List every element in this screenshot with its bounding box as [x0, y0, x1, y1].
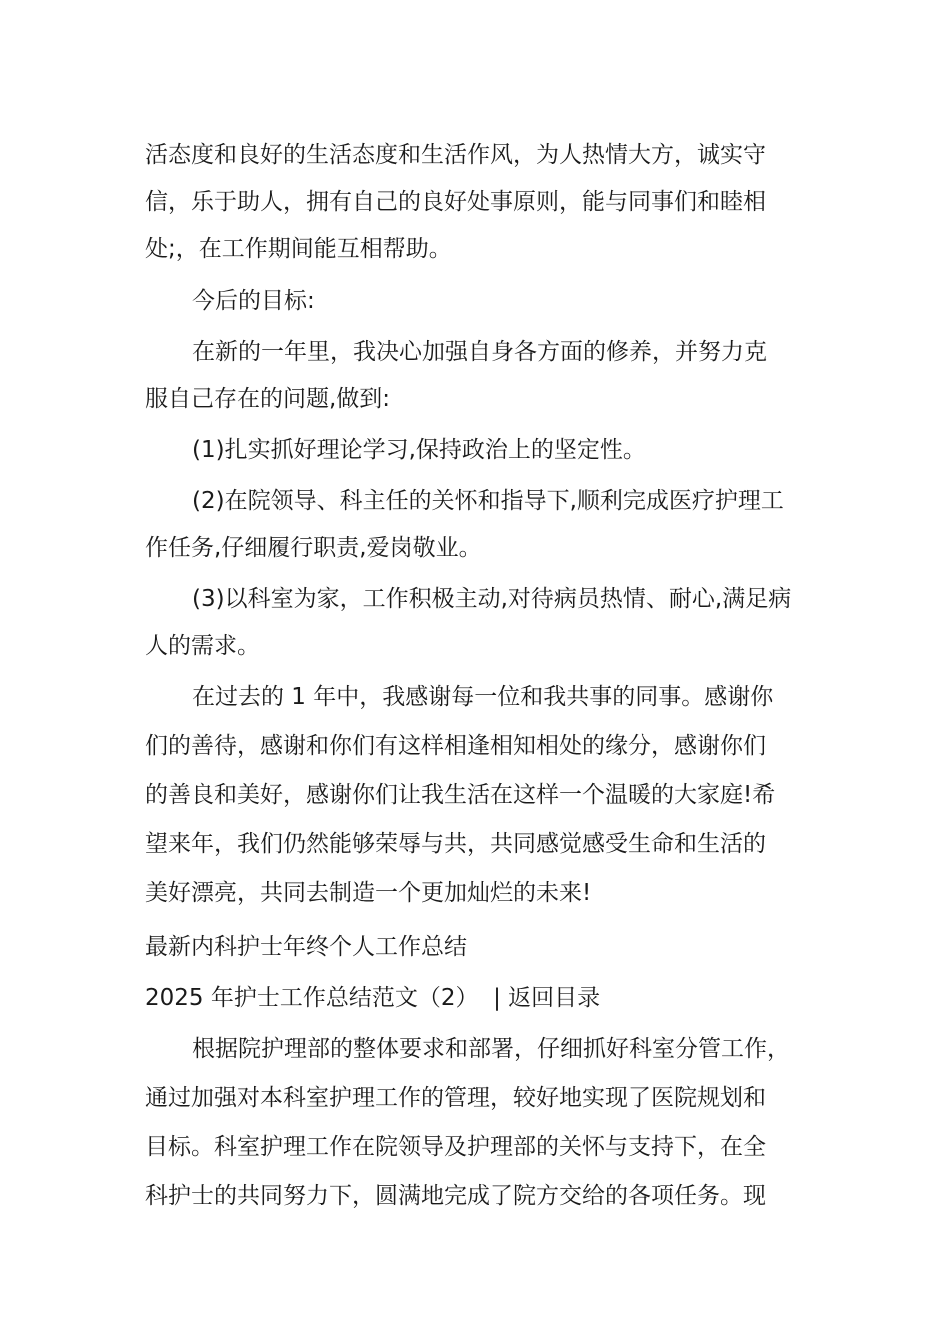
paragraph-line: (3)以科室为家，工作积极主动,对待病员热情、耐心,满足病	[192, 586, 792, 612]
paragraph-line: 在过去的 1 年中，我感谢每一位和我共事的同事。感谢你	[192, 684, 774, 710]
section-link[interactable]: 最新内科护士年终个人工作总结	[145, 934, 467, 960]
return-to-toc-link[interactable]: | 返回目录	[493, 985, 601, 1011]
paragraph-line: 今后的目标:	[192, 288, 315, 314]
paragraph-line: 目标。科室护理工作在院领导及护理部的关怀与支持下，在全	[145, 1134, 766, 1160]
paragraph-line: 活态度和良好的生活态度和生活作风，为人热情大方，诚实守	[145, 142, 766, 168]
paragraph-line: (2)在院领导、科主任的关怀和指导下,顺利完成医疗护理工	[192, 488, 784, 514]
paragraph-line: 美好漂亮，共同去制造一个更加灿烂的未来!	[145, 880, 592, 906]
paragraph-line: 在新的一年里，我决心加强自身各方面的修养，并努力克	[192, 339, 767, 365]
paragraph-line: 处;，在工作期间能互相帮助。	[145, 236, 452, 262]
paragraph-line: 服自己存在的问题,做到:	[145, 386, 391, 412]
paragraph-line: 人的需求。	[145, 633, 260, 659]
section-heading	[145, 983, 600, 1013]
heading-title: 2025 年护士工作总结范文（2）	[145, 985, 479, 1011]
paragraph-line: 的善良和美好，感谢你们让我生活在这样一个温暖的大家庭!希	[145, 782, 776, 808]
paragraph-line: (1)扎实抓好理论学习,保持政治上的坚定性。	[192, 437, 646, 463]
paragraph-line: 通过加强对本科室护理工作的管理，较好地实现了医院规划和	[145, 1085, 766, 1111]
paragraph-line: 科护士的共同努力下，圆满地完成了院方交给的各项任务。现	[145, 1183, 766, 1209]
paragraph-line: 望来年，我们仍然能够荣辱与共，共同感觉感受生命和生活的	[145, 831, 766, 857]
paragraph-line: 根据院护理部的整体要求和部署，仔细抓好科室分管工作，	[192, 1036, 790, 1062]
paragraph-line: 们的善待，感谢和你们有这样相逢相知相处的缘分，感谢你们	[145, 733, 766, 759]
paragraph-line: 作任务,仔细履行职责,爱岗敬业。	[145, 535, 482, 561]
paragraph-line: 信，乐于助人，拥有自己的良好处事原则，能与同事们和睦相	[145, 189, 766, 215]
section-link-line	[145, 932, 467, 962]
